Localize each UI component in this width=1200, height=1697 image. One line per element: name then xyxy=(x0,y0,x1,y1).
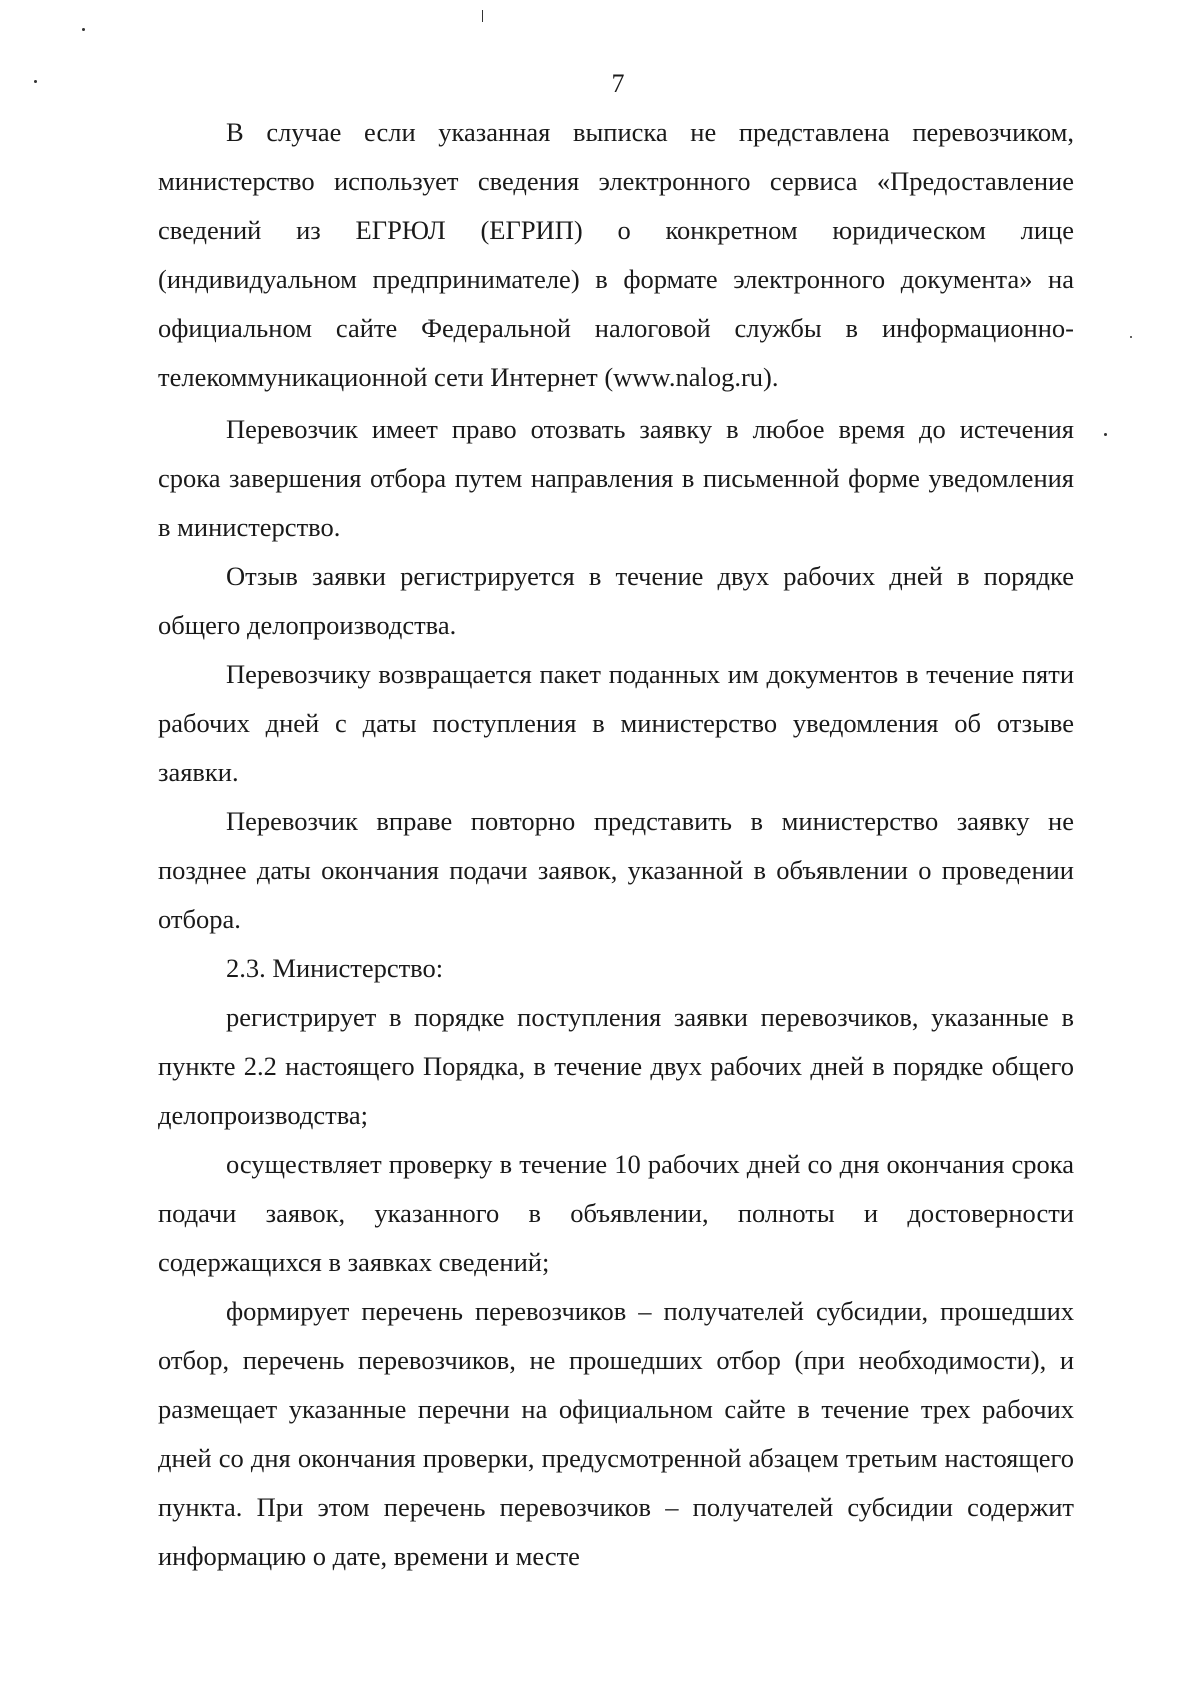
paragraph: регистрирует в порядке поступления заявки перевозчиков, указанные в пункте 2.2 настоящего Порядка, в течение двух рабочих дней в порядке общего делопроизводства; xyxy=(158,1002,1074,1130)
paragraph: формирует перечень перевозчиков – получателей субсидии, прошедших отбор, перечень перевозчиков, не прошедших отбор (при необходимости), и размещает указанные перечни на официальном сайте в течение трех рабочих дней со дня окончания проверки, предусмотренной абзацем третьим настоящего пункта. При этом перечень перевозчиков – получателей субсидии содержит информацию о дате, времени и месте xyxy=(158,1296,1074,1571)
paragraph: Перевозчик вправе повторно представить в министерство заявку не позднее даты окончания подачи заявок, указанной в объявлении о проведении отбора. xyxy=(158,806,1074,934)
scan-mark xyxy=(482,10,483,22)
body-text xyxy=(158,108,1074,1581)
paragraph: В случае если указанная выписка не представлена перевозчиком, министерство использует сведения электронного сервиса «Предоставление сведений из ЕГРЮЛ (ЕГРИП) о конкретном юридическом лице (индивидуальном предпринимателе) в формате электронного документа» на официальном сайте Федеральной налоговой службы в информационно-телекоммуникационной сети Интернет (www.nalog.ru). xyxy=(158,117,1074,392)
scan-speck xyxy=(1104,433,1107,436)
scan-speck xyxy=(82,28,85,31)
page-number: 7 xyxy=(611,69,625,98)
paragraph: Перевозчику возвращается пакет поданных им документов в течение пяти рабочих дней с даты поступления в министерство уведомления об отзыве заявки. xyxy=(158,659,1074,787)
section-heading: 2.3. Министерство: xyxy=(226,953,444,983)
paragraph: осуществляет проверку в течение 10 рабочих дней со дня окончания срока подачи заявок, указанного в объявлении, полноты и достоверности содержащихся в заявках сведений; xyxy=(158,1149,1074,1277)
scan-speck xyxy=(1130,336,1132,338)
paragraph: Отзыв заявки регистрируется в течение двух рабочих дней в порядке общего делопроизводства. xyxy=(158,561,1074,640)
paragraph: Перевозчик имеет право отозвать заявку в любое время до истечения срока завершения отбора путем направления в письменной форме уведомления в министерство. xyxy=(158,414,1074,542)
